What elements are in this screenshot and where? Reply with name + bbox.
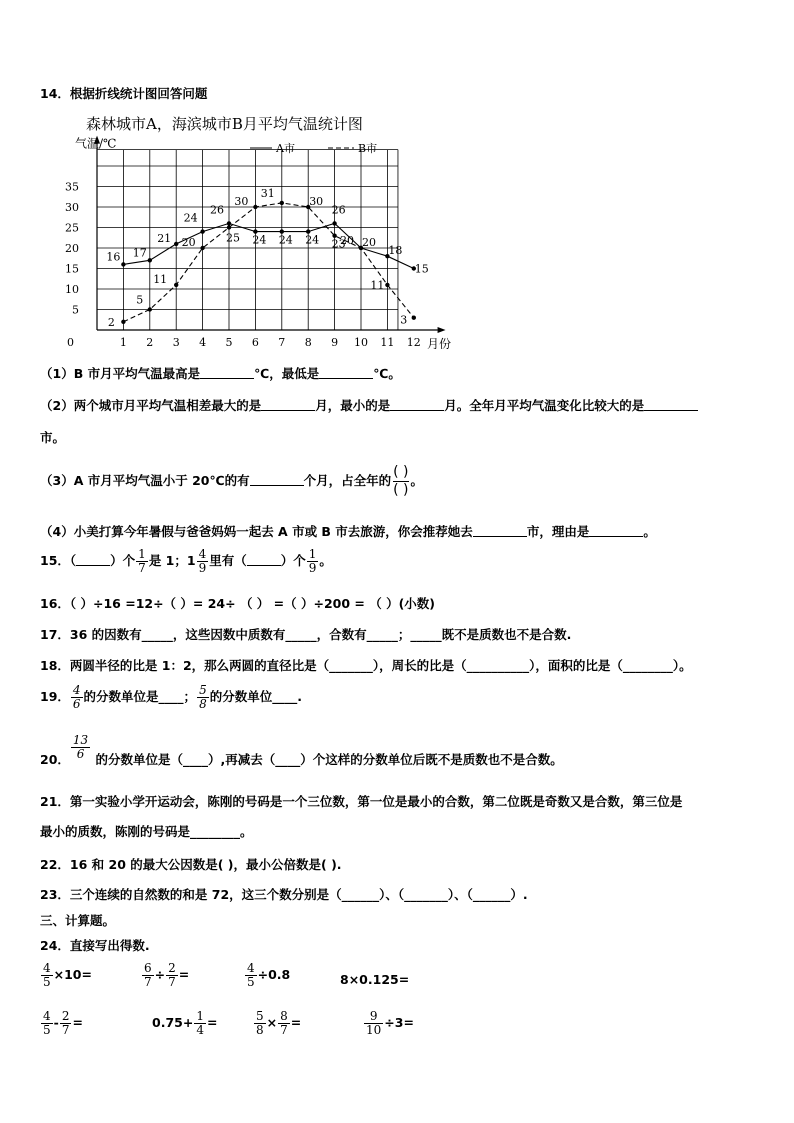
q14-sub4: （4）小美打算今年暑假与爸爸妈妈一起去 A 市或 B 市去旅游，你会推荐她去 市，理由是 。	[40, 524, 656, 539]
answer-blank[interactable]	[250, 473, 304, 486]
data-point	[148, 307, 152, 311]
data-label: 5	[136, 293, 144, 307]
data-label: 23	[331, 237, 346, 251]
x-tick-label: 6	[251, 336, 259, 349]
fraction: $\frac{4}{9}$	[198, 547, 207, 575]
q15: 15．（ ）个 $\frac{1}{7}$ 是 1；1 $\frac{4}{9}$ 里有（ ）个 $\frac{1}{9}$ 。	[40, 547, 332, 575]
x-axis-arrow	[438, 327, 446, 333]
data-point	[332, 221, 336, 225]
answer-blank[interactable]	[319, 366, 373, 379]
answer-blank[interactable]	[473, 524, 527, 537]
y-tick-label: 5	[72, 303, 79, 317]
calc-item: 0.75+ $\frac{1}{4}$ =	[152, 1009, 218, 1037]
data-label: 30	[309, 195, 324, 208]
x-tick-label: 7	[278, 336, 286, 349]
data-point	[174, 242, 178, 246]
q24-heading: 24．直接写出得数.	[40, 938, 150, 953]
answer-blank[interactable]	[76, 553, 110, 566]
data-point	[148, 258, 152, 262]
data-label: 26	[210, 203, 224, 217]
data-label: 16	[106, 250, 121, 264]
origin-label: 0	[67, 336, 74, 349]
data-point	[412, 316, 416, 320]
data-label: 24	[305, 233, 320, 247]
x-tick-label: 12	[406, 336, 421, 349]
data-label: 20	[181, 236, 196, 249]
answer-blank[interactable]	[644, 398, 698, 411]
fraction: $\frac{4}{6}$	[72, 683, 81, 711]
x-tick-label: 4	[199, 336, 207, 349]
temperature-line-chart	[40, 134, 452, 354]
data-point	[200, 246, 204, 250]
data-label: 25	[226, 231, 240, 245]
fraction: $\frac{1}{7}$	[138, 547, 146, 575]
calc-item: $\frac{5}{8}$ × $\frac{8}{7}$ =	[256, 1009, 302, 1037]
calc-item: $\frac{4}{5}$ ×10=	[43, 961, 92, 989]
data-label: 20	[340, 234, 354, 247]
data-label: 2	[107, 315, 115, 329]
q23: 23．三个连续的自然数的和是 72，这三个数分别是（______）、（_______）、（______）.	[40, 887, 528, 902]
answer-blank[interactable]	[200, 366, 254, 379]
fraction: $\frac{13}{6}$	[72, 733, 89, 761]
data-label: 20	[362, 236, 376, 249]
x-tick-label: 8	[304, 336, 312, 349]
calc-item: $\frac{4}{5}$ - $\frac{2}{7}$ =	[43, 1009, 83, 1037]
answer-blank[interactable]	[261, 398, 315, 411]
data-label: 11	[153, 272, 168, 286]
q14-sub1: （1）B 市月平均气温最高是 ℃，最低是 ℃。	[40, 366, 401, 381]
calc-item: $\frac{4}{5}$ ÷0.8	[247, 961, 291, 989]
data-label: 17	[132, 246, 147, 260]
q19: 19． $\frac{4}{6}$ 的分数单位是____； $\frac{5}{8}$ 的分数单位____.	[40, 683, 302, 711]
legend-label-a: A市	[276, 142, 295, 155]
data-point	[227, 221, 231, 225]
q21-line2: 最小的质数，陈刚的号码是________。	[40, 824, 253, 839]
fraction-blank[interactable]: $\frac{( )}{( )}$	[393, 464, 409, 498]
chart-legend	[250, 142, 377, 155]
section-3-heading: 三、计算题。	[40, 913, 116, 928]
answer-blank[interactable]	[247, 553, 281, 566]
chart-title: 森林城市A，海滨城市B月平均气温统计图	[86, 115, 363, 133]
data-label: 31	[260, 186, 275, 200]
data-label: 21	[157, 231, 172, 245]
data-point	[385, 283, 389, 287]
data-label: 30	[234, 195, 249, 208]
data-point	[253, 205, 257, 209]
x-axis-label: 月份	[427, 337, 452, 351]
data-label: 24	[278, 233, 293, 247]
data-label: 15	[414, 262, 429, 276]
data-label: 24	[183, 211, 198, 225]
q14-sub2-end: 市。	[40, 430, 66, 445]
x-tick-label: 1	[119, 336, 127, 349]
q22: 22．16 和 20 的最大公因数是( )，最小公倍数是( ).	[40, 857, 342, 872]
legend-label-b: B市	[358, 142, 378, 155]
data-label: 3	[400, 313, 408, 327]
q17: 17．36 的因数有_____，这些因数中质数有_____，合数有_____；_____既不是质数也不是合数.	[40, 627, 572, 642]
answer-blank[interactable]	[589, 524, 643, 537]
y-tick-label: 35	[65, 180, 79, 194]
y-axis-label: 气温/℃	[75, 136, 117, 151]
q14-sub3: （3）A 市月平均气温小于 20℃的有 个月，占全年的 $\frac{( )}{( )}$ 。	[40, 464, 424, 498]
fraction: $\frac{5}{8}$	[199, 683, 207, 711]
calc-item: $\frac{6}{7}$ ÷ $\frac{2}{7}$ =	[144, 961, 190, 989]
data-label: 18	[388, 244, 403, 258]
x-tick-label: 9	[331, 336, 339, 349]
data-point	[227, 225, 231, 229]
q20: 20． $\frac{13}{6}$ 的分数单位是（____）,再减去（____）个这样的分数单位后既不是质数也不是合数。	[40, 733, 563, 767]
data-point	[200, 229, 204, 233]
y-tick-label: 15	[65, 262, 79, 276]
data-label: 11	[370, 278, 385, 292]
y-tick-label: 25	[65, 221, 79, 235]
q18: 18．两圆半径的比是 1：2，那么两圆的直径比是（_______），周长的比是（__________），面积的比是（________）。	[40, 658, 692, 673]
y-tick-label: 10	[65, 283, 79, 296]
chart-labels	[65, 136, 451, 351]
chart-series	[121, 201, 416, 324]
q14-sub2: （2）两个城市月平均气温相差最大的是 月，最小的是 月。全年月平均气温变化比较大的是	[40, 396, 698, 414]
q14-heading: 14．根据折线统计图回答问题	[40, 86, 208, 101]
data-point	[121, 320, 125, 324]
data-label: 26	[331, 203, 346, 217]
series-line-b	[123, 203, 413, 322]
data-point	[174, 283, 178, 287]
calc-item: $\frac{9}{10}$ ÷3=	[366, 1009, 414, 1037]
data-point	[280, 201, 284, 205]
data-point	[121, 262, 125, 266]
x-tick-label: 2	[146, 336, 154, 349]
x-tick-label: 11	[380, 336, 395, 349]
chart-axes	[94, 136, 446, 333]
answer-blank[interactable]	[390, 398, 444, 411]
x-tick-label: 3	[172, 336, 180, 349]
calc-item: 8×0.125=	[340, 972, 410, 987]
fraction: $\frac{1}{9}$	[308, 547, 317, 575]
data-label: 24	[252, 233, 267, 247]
y-tick-label: 30	[65, 201, 79, 214]
y-tick-label: 20	[65, 242, 79, 255]
q21-line1: 21．第一实验小学开运动会，陈刚的号码是一个三位数，第一位是最小的合数，第二位既是奇数又是合数，第三位是	[40, 794, 683, 809]
q16: 16．（ ）÷16 =12÷（ ）= 24÷ （ ） =（ ）÷200 = （ ）(小数)	[40, 596, 436, 611]
x-tick-label: 10	[354, 336, 368, 349]
x-tick-label: 5	[225, 336, 233, 349]
